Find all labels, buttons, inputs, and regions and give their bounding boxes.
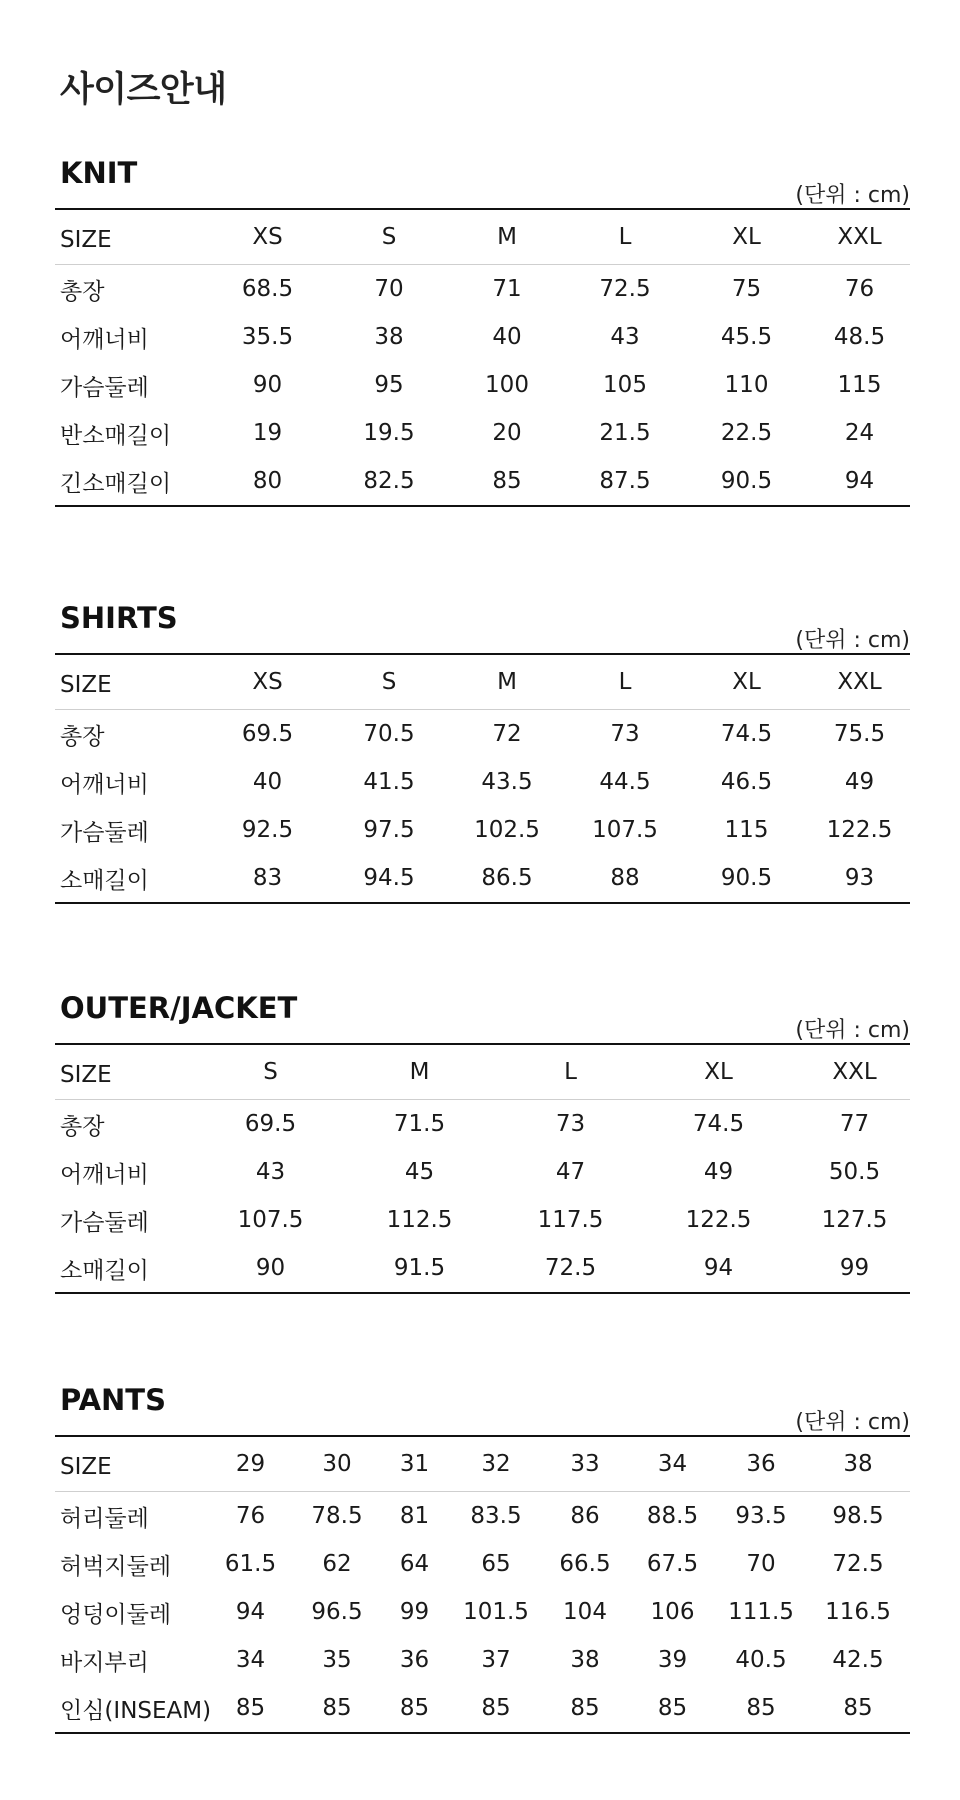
size-header-label: SIZE <box>55 209 205 265</box>
measurement-label: 반소매길이 <box>60 422 172 449</box>
measurement-value: 70 <box>374 276 404 302</box>
measurement-value: 94 <box>844 468 875 494</box>
table-row <box>55 758 910 806</box>
measurement-value: 46.5 <box>720 769 773 795</box>
measurement-label: 허리둘레 <box>60 1505 149 1532</box>
measurement-value: 99 <box>399 1599 430 1625</box>
measurement-value: 92.5 <box>241 817 294 843</box>
measurement-value: 77 <box>839 1111 870 1137</box>
measurement-value: 87.5 <box>599 468 651 494</box>
measurement-value: 72.5 <box>599 276 651 302</box>
measurement-value: 82.5 <box>363 468 415 494</box>
measurement-value: 96.5 <box>311 1599 363 1625</box>
measurement-value: 85 <box>322 1695 352 1721</box>
table-header-row <box>55 209 910 265</box>
measurement-label: 엉덩이둘레 <box>60 1601 172 1628</box>
measurement-value: 76 <box>844 276 875 302</box>
measurement-value: 44.5 <box>599 769 651 795</box>
size-column-header: M <box>448 654 566 710</box>
measurement-value: 102.5 <box>474 817 540 843</box>
size-column-header: 32 <box>451 1436 541 1492</box>
table-row <box>55 457 910 506</box>
table-header-row <box>55 1044 910 1100</box>
shirts-section <box>55 601 910 904</box>
measurement-value: 104 <box>563 1599 607 1625</box>
measurement-value: 83 <box>252 865 283 891</box>
section-title: OUTER/JACKET <box>60 991 298 1025</box>
measurement-value: 85 <box>657 1695 688 1721</box>
table-row <box>55 409 910 457</box>
unit-label: (단위 : cm) <box>795 183 910 208</box>
measurement-value: 85 <box>399 1695 430 1721</box>
measurement-value: 91.5 <box>393 1255 446 1281</box>
measurement-value: 42.5 <box>832 1647 884 1673</box>
measurement-value: 48.5 <box>833 324 886 350</box>
pants-section <box>55 1383 910 1734</box>
section-title: SHIRTS <box>60 601 178 635</box>
size-column-header: XXL <box>809 209 910 265</box>
table-row <box>55 1148 910 1196</box>
measurement-value: 72 <box>492 721 522 747</box>
table-row <box>55 1684 910 1733</box>
measurement-label: 어깨너비 <box>60 771 149 798</box>
measurement-value: 86 <box>570 1503 600 1529</box>
measurement-label: 가슴둘레 <box>60 374 149 401</box>
size-column-header: 38 <box>806 1436 910 1492</box>
measurement-label: 어깨너비 <box>60 326 149 353</box>
size-column-header: L <box>566 209 684 265</box>
size-column-header: XS <box>205 654 330 710</box>
measurement-value: 67.5 <box>646 1551 699 1577</box>
measurement-value: 72.5 <box>832 1551 884 1577</box>
measurement-value: 88 <box>610 865 640 891</box>
size-table <box>55 208 910 507</box>
measurement-value: 22.5 <box>720 420 773 446</box>
measurement-value: 35.5 <box>241 324 294 350</box>
measurement-value: 64 <box>399 1551 430 1577</box>
measurement-value: 93 <box>844 865 875 891</box>
size-column-header: S <box>330 209 448 265</box>
table-row <box>55 1196 910 1244</box>
measurement-value: 68.5 <box>241 276 294 302</box>
measurement-value: 40.5 <box>735 1647 787 1673</box>
measurement-value: 117.5 <box>537 1207 604 1233</box>
measurement-value: 94 <box>235 1599 266 1625</box>
measurement-value: 74.5 <box>692 1111 745 1137</box>
table-row <box>55 265 910 314</box>
section-title: PANTS <box>60 1383 166 1417</box>
size-column-header: 31 <box>378 1436 451 1492</box>
measurement-value: 47 <box>555 1159 586 1185</box>
size-column-header: XL <box>684 209 809 265</box>
measurement-value: 85 <box>235 1695 266 1721</box>
table-row <box>55 1588 910 1636</box>
measurement-value: 43 <box>255 1159 286 1185</box>
measurement-value: 97.5 <box>363 817 415 843</box>
measurement-value: 38 <box>570 1647 600 1673</box>
measurement-value: 99 <box>839 1255 870 1281</box>
measurement-value: 24 <box>844 420 875 446</box>
table-row <box>55 361 910 409</box>
page-title: 사이즈안내 <box>60 70 227 110</box>
unit-label: (단위 : cm) <box>795 1018 910 1043</box>
size-header-label: SIZE <box>55 654 205 710</box>
measurement-value: 115 <box>724 817 769 843</box>
measurement-label: 총장 <box>60 723 105 750</box>
measurement-value: 106 <box>650 1599 695 1625</box>
measurement-label: 인심(INSEAM) <box>60 1697 212 1724</box>
measurement-value: 90 <box>255 1255 286 1281</box>
measurement-value: 65 <box>481 1551 511 1577</box>
measurement-label: 총장 <box>60 1113 105 1140</box>
measurement-value: 81 <box>399 1503 430 1529</box>
measurement-value: 49 <box>844 769 875 795</box>
size-column-header: XL <box>684 654 809 710</box>
measurement-value: 50.5 <box>828 1159 881 1185</box>
measurement-value: 127.5 <box>821 1207 888 1233</box>
knit-section <box>55 156 910 507</box>
size-column-header: M <box>336 1044 503 1100</box>
measurement-value: 107.5 <box>592 817 658 843</box>
table-row <box>55 1492 910 1541</box>
measurement-value: 75.5 <box>833 721 886 747</box>
size-table <box>55 653 910 904</box>
measurement-value: 62 <box>322 1551 352 1577</box>
measurement-value: 90.5 <box>720 865 773 891</box>
measurement-value: 61.5 <box>224 1551 277 1577</box>
measurement-value: 111.5 <box>728 1599 794 1625</box>
measurement-value: 41.5 <box>363 769 415 795</box>
measurement-value: 71.5 <box>393 1111 446 1137</box>
measurement-value: 39 <box>657 1647 688 1673</box>
size-table <box>55 1435 910 1734</box>
table-row <box>55 1540 910 1588</box>
section-header <box>55 1383 910 1435</box>
measurement-value: 115 <box>837 372 882 398</box>
measurement-value: 90 <box>252 372 283 398</box>
size-table <box>55 1043 910 1294</box>
table-row <box>55 1100 910 1149</box>
measurement-value: 43.5 <box>481 769 533 795</box>
size-column-header: 34 <box>629 1436 716 1492</box>
section-header <box>55 991 910 1043</box>
measurement-value: 43 <box>610 324 640 350</box>
measurement-value: 73 <box>610 721 640 747</box>
measurement-value: 122.5 <box>826 817 893 843</box>
table-row <box>55 710 910 759</box>
measurement-value: 94.5 <box>363 865 415 891</box>
measurement-value: 85 <box>746 1695 776 1721</box>
measurement-label: 총장 <box>60 278 105 305</box>
size-header-label: SIZE <box>55 1436 205 1492</box>
unit-label: (단위 : cm) <box>795 628 910 653</box>
measurement-value: 71 <box>492 276 522 302</box>
measurement-value: 21.5 <box>599 420 651 446</box>
table-row <box>55 313 910 361</box>
table-header-row <box>55 1436 910 1492</box>
measurement-value: 83.5 <box>470 1503 522 1529</box>
section-header <box>55 601 910 653</box>
measurement-value: 45 <box>404 1159 435 1185</box>
measurement-value: 37 <box>481 1647 511 1673</box>
measurement-value: 73 <box>555 1111 586 1137</box>
measurement-value: 86.5 <box>481 865 533 891</box>
size-column-header: XL <box>638 1044 799 1100</box>
measurement-value: 90.5 <box>720 468 773 494</box>
measurement-label: 가슴둘레 <box>60 1209 149 1236</box>
size-column-header: 36 <box>716 1436 806 1492</box>
measurement-value: 78.5 <box>311 1503 363 1529</box>
measurement-value: 105 <box>603 372 647 398</box>
measurement-value: 45.5 <box>720 324 773 350</box>
table-row <box>55 854 910 903</box>
measurement-label: 허벅지둘레 <box>60 1553 172 1580</box>
measurement-value: 85 <box>843 1695 873 1721</box>
measurement-value: 116.5 <box>825 1599 891 1625</box>
measurement-value: 85 <box>492 468 522 494</box>
measurement-value: 72.5 <box>544 1255 597 1281</box>
measurement-value: 80 <box>252 468 283 494</box>
measurement-label: 긴소매길이 <box>60 470 172 497</box>
measurement-value: 34 <box>235 1647 266 1673</box>
size-column-header: S <box>205 1044 336 1100</box>
measurement-value: 100 <box>485 372 529 398</box>
measurement-value: 19.5 <box>363 420 415 446</box>
measurement-value: 107.5 <box>237 1207 304 1233</box>
measurement-value: 69.5 <box>244 1111 297 1137</box>
measurement-value: 122.5 <box>685 1207 752 1233</box>
section-title: KNIT <box>60 156 138 190</box>
section-header <box>55 156 910 208</box>
measurement-label: 소매길이 <box>60 1257 149 1284</box>
measurement-value: 110 <box>724 372 769 398</box>
measurement-label: 어깨너비 <box>60 1161 149 1188</box>
measurement-value: 74.5 <box>720 721 773 747</box>
measurement-value: 19 <box>252 420 283 446</box>
table-row <box>55 1244 910 1293</box>
size-column-header: L <box>503 1044 638 1100</box>
measurement-value: 70.5 <box>363 721 415 747</box>
measurement-value: 70 <box>746 1551 776 1577</box>
size-column-header: 33 <box>541 1436 629 1492</box>
measurement-value: 88.5 <box>646 1503 699 1529</box>
measurement-value: 85 <box>481 1695 511 1721</box>
measurement-value: 93.5 <box>735 1503 787 1529</box>
measurement-value: 112.5 <box>386 1207 453 1233</box>
size-column-header: L <box>566 654 684 710</box>
measurement-value: 66.5 <box>559 1551 611 1577</box>
measurement-value: 95 <box>374 372 404 398</box>
measurement-label: 가슴둘레 <box>60 819 149 846</box>
measurement-value: 20 <box>492 420 522 446</box>
size-column-header: XXL <box>809 654 910 710</box>
outer-jacket-section <box>55 991 910 1294</box>
table-header-row <box>55 654 910 710</box>
measurement-value: 40 <box>492 324 522 350</box>
size-column-header: XXL <box>799 1044 910 1100</box>
size-header-label: SIZE <box>55 1044 205 1100</box>
measurement-value: 36 <box>399 1647 430 1673</box>
size-column-header: S <box>330 654 448 710</box>
table-row <box>55 1636 910 1684</box>
measurement-value: 40 <box>252 769 283 795</box>
measurement-label: 소매길이 <box>60 867 149 894</box>
measurement-value: 49 <box>703 1159 734 1185</box>
measurement-value: 76 <box>235 1503 266 1529</box>
size-column-header: M <box>448 209 566 265</box>
unit-label: (단위 : cm) <box>795 1410 910 1435</box>
measurement-value: 101.5 <box>463 1599 529 1625</box>
measurement-value: 85 <box>570 1695 600 1721</box>
measurement-value: 69.5 <box>241 721 294 747</box>
measurement-value: 38 <box>374 324 404 350</box>
measurement-value: 35 <box>322 1647 352 1673</box>
size-column-header: 29 <box>205 1436 296 1492</box>
size-column-header: 30 <box>296 1436 378 1492</box>
size-column-header: XS <box>205 209 330 265</box>
measurement-value: 75 <box>731 276 762 302</box>
measurement-label: 바지부리 <box>60 1649 149 1676</box>
table-row <box>55 806 910 854</box>
measurement-value: 94 <box>703 1255 734 1281</box>
measurement-value: 98.5 <box>832 1503 884 1529</box>
